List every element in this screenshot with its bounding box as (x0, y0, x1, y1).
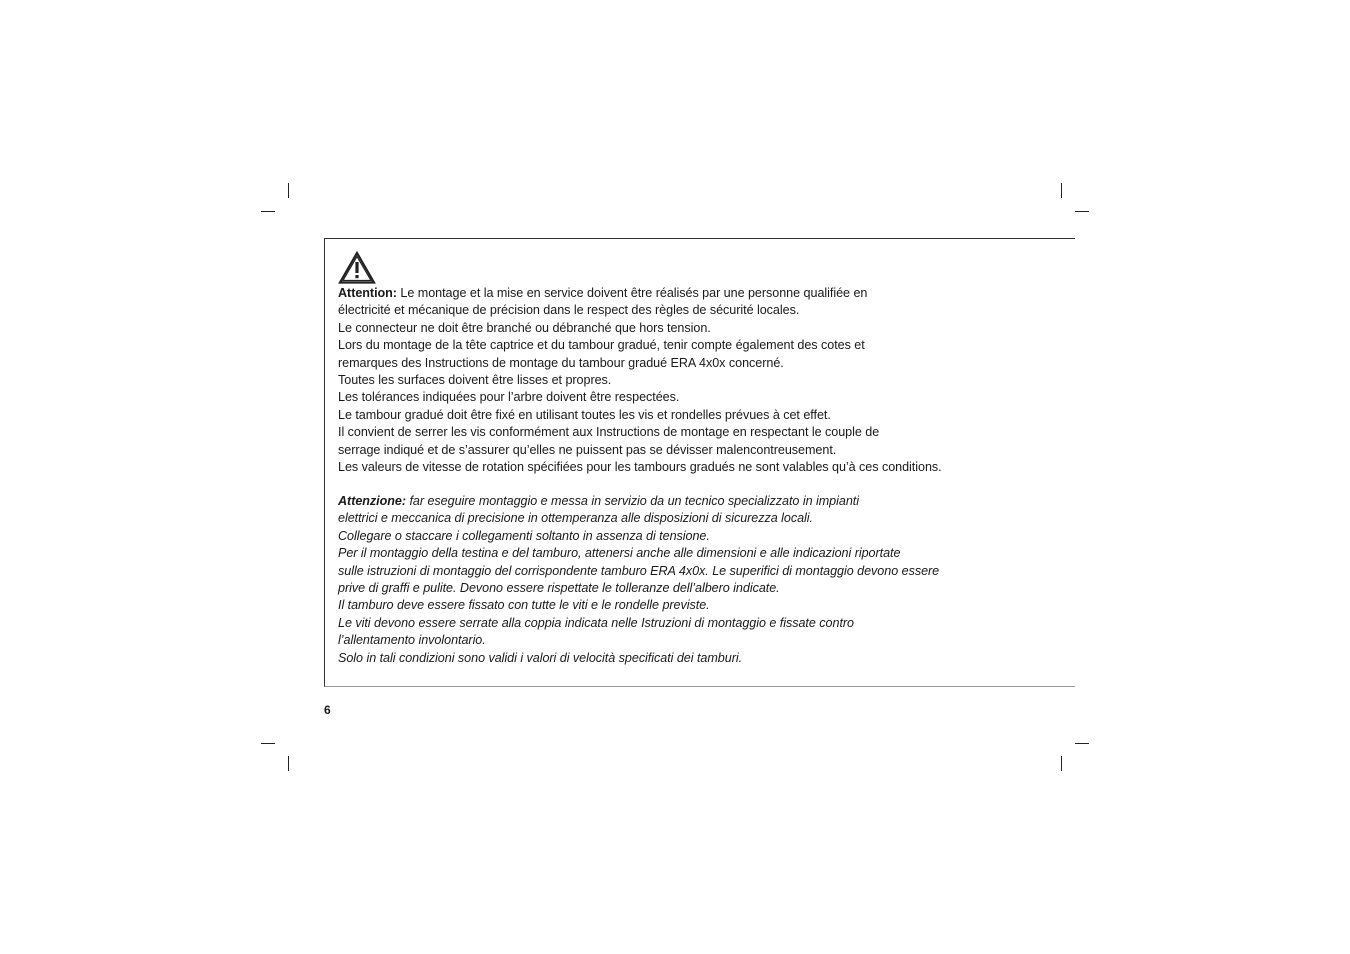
crop-mark-bottom-right-horizontal (1075, 743, 1089, 744)
french-line: Le connecteur ne doit être branché ou débranché que hors tension. (338, 320, 711, 335)
french-line: Toutes les surfaces doivent être lisses et propres. (338, 373, 612, 388)
italian-line: elettrici e meccanica di precisione in ottemperanza alle disposizioni di sicurezza locali. (338, 511, 813, 526)
page-number: 6 (324, 703, 331, 717)
crop-mark-top-right-horizontal (1075, 211, 1089, 212)
french-attention-label: Attention: (338, 286, 397, 300)
french-line: Il convient de serrer les vis conformément aux Instructions de montage en respectant le couple de (338, 425, 880, 440)
french-line: Le tambour gradué doit être fixé en utilisant toutes les vis et rondelles prévues à cet effet. (338, 407, 831, 422)
crop-mark-top-right-vertical (1061, 183, 1062, 198)
crop-mark-top-left-horizontal (261, 211, 275, 212)
italian-line: sulle istruzioni di montaggio del corrispondente tamburo ERA 4x0x. Le superifici di montaggio devono essere (338, 563, 940, 578)
crop-mark-bottom-right-vertical (1061, 756, 1062, 771)
italian-line: Per il montaggio della testina e del tamburo, attenersi anche alle dimensioni e alle indicazioni riportate (338, 546, 901, 561)
french-first-line-text: Le montage et la mise en service doivent être réalisés par une personne qualifiée en (396, 286, 868, 300)
italian-first-line-text: far eseguire montaggio e messa in servizio da un tecnico specializzato in impianti (406, 494, 859, 508)
french-line: électricité et mécanique de précision dans le respect des règles de sécurité locales. (338, 303, 800, 318)
french-first-line (338, 285, 1068, 302)
crop-mark-bottom-left-horizontal (261, 743, 275, 744)
italian-line: Collegare o staccare i collegamenti soltanto in assenza di tensione. (338, 528, 710, 543)
italian-attenzione-label: Attenzione: (338, 494, 407, 508)
italian-line: l’allentamento involontario. (338, 633, 486, 648)
italian-line: prive di graffi e pulite. Devono essere rispettate le tolleranze dell’albero indicate. (338, 581, 780, 596)
italian-line: Il tamburo deve essere fissato con tutte le viti e le rondelle previste. (338, 598, 710, 613)
italian-first-line (338, 493, 1068, 510)
french-line: serrage indiqué et de s’assurer qu’elles ne puissent pas se dévisser malencontreusement. (338, 442, 837, 457)
italian-warning-text (338, 493, 1068, 667)
french-line: remarques des Instructions de montage du tambour gradué ERA 4x0x concerné. (338, 355, 784, 370)
french-warning-text (338, 285, 1068, 476)
italian-line: Le viti devono essere serrate alla coppia indicata nelle Istruzioni di montaggio e fissate contro (338, 615, 854, 630)
french-line: Lors du montage de la tête captrice et du tambour gradué, tenir compte également des cotes et (338, 338, 865, 353)
french-line: Les valeurs de vitesse de rotation spécifiées pour les tambours gradués ne sont valables qu’à ces conditions. (338, 460, 942, 475)
italian-line: Solo in tali condizioni sono validi i valori di velocità specificati dei tamburi. (338, 650, 743, 665)
warning-triangle-icon (338, 251, 376, 285)
french-line: Les tolérances indiquées pour l’arbre doivent être respectées. (338, 390, 680, 405)
crop-mark-top-left-vertical (288, 183, 289, 198)
crop-mark-bottom-left-vertical (288, 756, 289, 771)
